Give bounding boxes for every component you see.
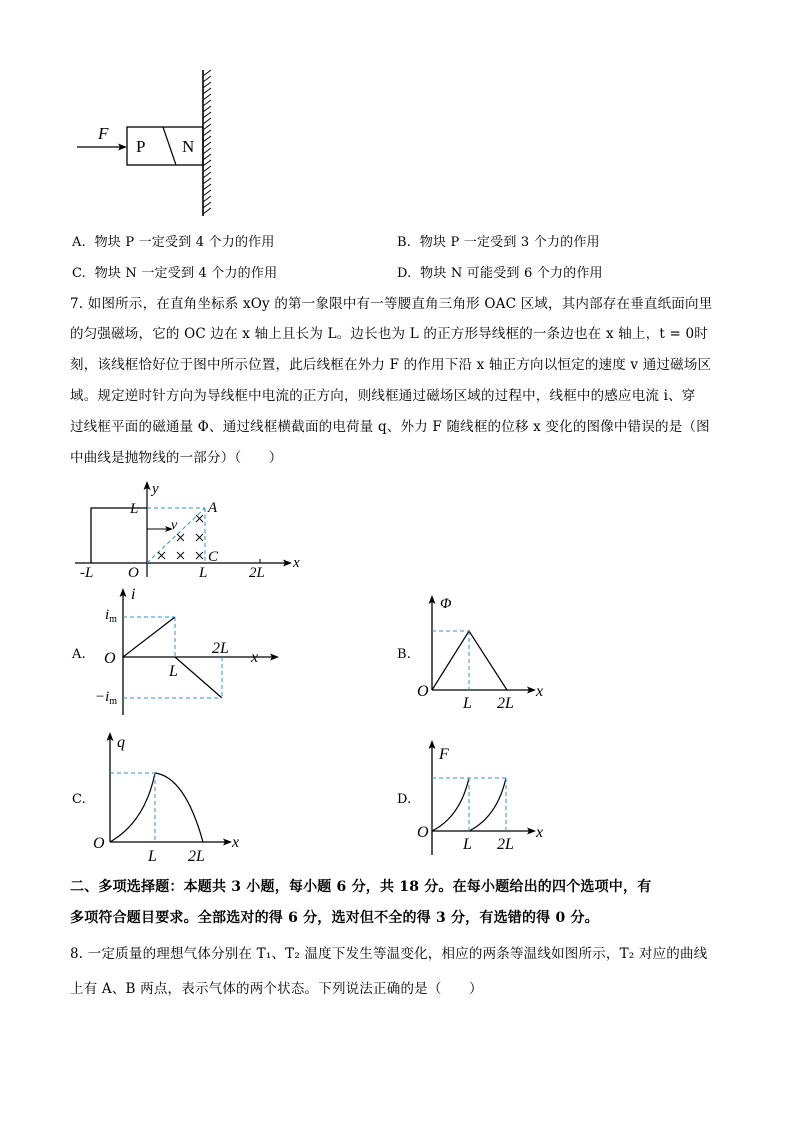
origin-label: O: [417, 824, 429, 841]
neg-im-label: $-i_m$: [95, 689, 118, 707]
point-a: A: [208, 500, 218, 516]
q6-option-a: [72, 236, 275, 249]
q7-line-2: 的匀强磁场，它的 OC 边在 x 轴上且长为 L。边长也为 L 的正方形导线框的一条边也在 x 轴上，t = 0时: [70, 326, 708, 342]
tick-l: L: [199, 565, 208, 581]
tick-2l: 2L: [497, 836, 514, 853]
q8-line-2: 上有 A、B 两点，表示气体的两个状态。下列说法正确的是（ ）: [70, 981, 483, 997]
y-axis-label: F: [439, 746, 449, 763]
option-key: B.: [397, 235, 412, 250]
y-axis-label: y: [152, 481, 159, 497]
option-text: 物块 N 可能受到 6 个力的作用: [420, 266, 603, 281]
tick-2l: 2L: [249, 565, 265, 581]
option-text: 物块 N 一定受到 4 个力的作用: [94, 266, 278, 281]
point-c: C: [208, 549, 219, 565]
x-axis-label: x: [536, 683, 544, 700]
graph-a-current: [95, 585, 280, 720]
q6-option-b: [397, 236, 600, 249]
q6-option-d: [397, 267, 603, 280]
x-axis-label: x: [293, 555, 300, 571]
q6-block-figure: [70, 68, 230, 223]
origin-label: O: [93, 835, 105, 852]
graph-d-force: [412, 735, 552, 860]
graph-b-flux: [412, 590, 552, 715]
graph-c-key: C.: [72, 792, 87, 807]
y-tick-l: L: [130, 501, 139, 517]
option-text: 物块 P 一定受到 3 个力的作用: [419, 235, 600, 250]
graph-c-charge: [90, 727, 250, 862]
graph-b-key: B.: [397, 647, 412, 662]
q8-line-1: 8. 一定质量的理想气体分别在 T₁、T₂ 温度下发生等温变化，相应的两条等温线如图所示，T₂ 对应的曲线: [70, 946, 708, 962]
force-label: F: [98, 124, 109, 143]
q7-line-6: 中曲线是抛物线的一部分）（ ）: [70, 450, 283, 466]
tick-2l: 2L: [188, 848, 205, 862]
y-axis-label: Φ: [440, 596, 452, 612]
section2-line-1: 二、多项选择题：本题共 3 小题，每小题 6 分，共 18 分。在每小题给出的四个选项中，有: [70, 879, 652, 895]
tick-origin: O: [128, 565, 139, 581]
option-key: D.: [397, 266, 412, 281]
block-p-label: P: [136, 137, 146, 156]
tick-l: L: [169, 663, 178, 680]
x-axis-label: x: [536, 824, 544, 841]
tick-2l: 2L: [212, 640, 229, 657]
tick-2l: 2L: [497, 695, 514, 712]
x-axis-label: x: [232, 834, 240, 851]
tick-neg-l: -L: [80, 565, 94, 581]
q7-line-4: 域。规定逆时针方向为导线框中电流的正方向，则线框通过磁场区域的过程中，线框中的感应电流 i、穿: [70, 388, 696, 404]
q7-line-5: 过线框平面的磁通量 Φ、通过线框横截面的电荷量 q、外力 F 随线框的位移 x 变化的图像中错误的是（图: [70, 419, 710, 435]
graph-d-key: D.: [397, 792, 412, 807]
velocity-label: v: [171, 518, 178, 533]
magnetic-field-crosses: [158, 515, 203, 559]
option-key: C.: [72, 266, 87, 281]
graph-a-key: A.: [72, 647, 86, 662]
im-label: $i_m$: [105, 607, 117, 625]
tick-l: L: [148, 848, 157, 862]
section2-line-2: 多项符合题目要求。全部选对的得 6 分，选对但不全的得 3 分，有选错的得 0 分。: [70, 910, 599, 926]
option-key: A.: [72, 235, 86, 250]
y-axis-label: q: [117, 734, 125, 751]
origin-label: O: [417, 683, 429, 700]
origin-label: O: [104, 650, 116, 667]
block-n-label: N: [182, 137, 195, 156]
tick-l: L: [463, 695, 472, 712]
x-axis-label: x: [251, 649, 259, 666]
tick-l: L: [463, 836, 472, 853]
q7-line-1: 7. 如图所示，在直角坐标系 xOy 的第一象限中有一等腰直角三角形 OAC 区域，其内部存在垂直纸面向里: [70, 296, 713, 312]
q7-setup-figure: [70, 477, 310, 582]
y-axis-label: i: [131, 586, 136, 603]
q7-line-3: 刻，该线框恰好位于图中所示位置，此后线框在外力 F 的作用下沿 x 轴正方向以恒定的速度 v 通过磁场区: [70, 357, 712, 373]
q6-option-c: [72, 267, 277, 280]
option-text: 物块 P 一定受到 4 个力的作用: [94, 235, 275, 250]
